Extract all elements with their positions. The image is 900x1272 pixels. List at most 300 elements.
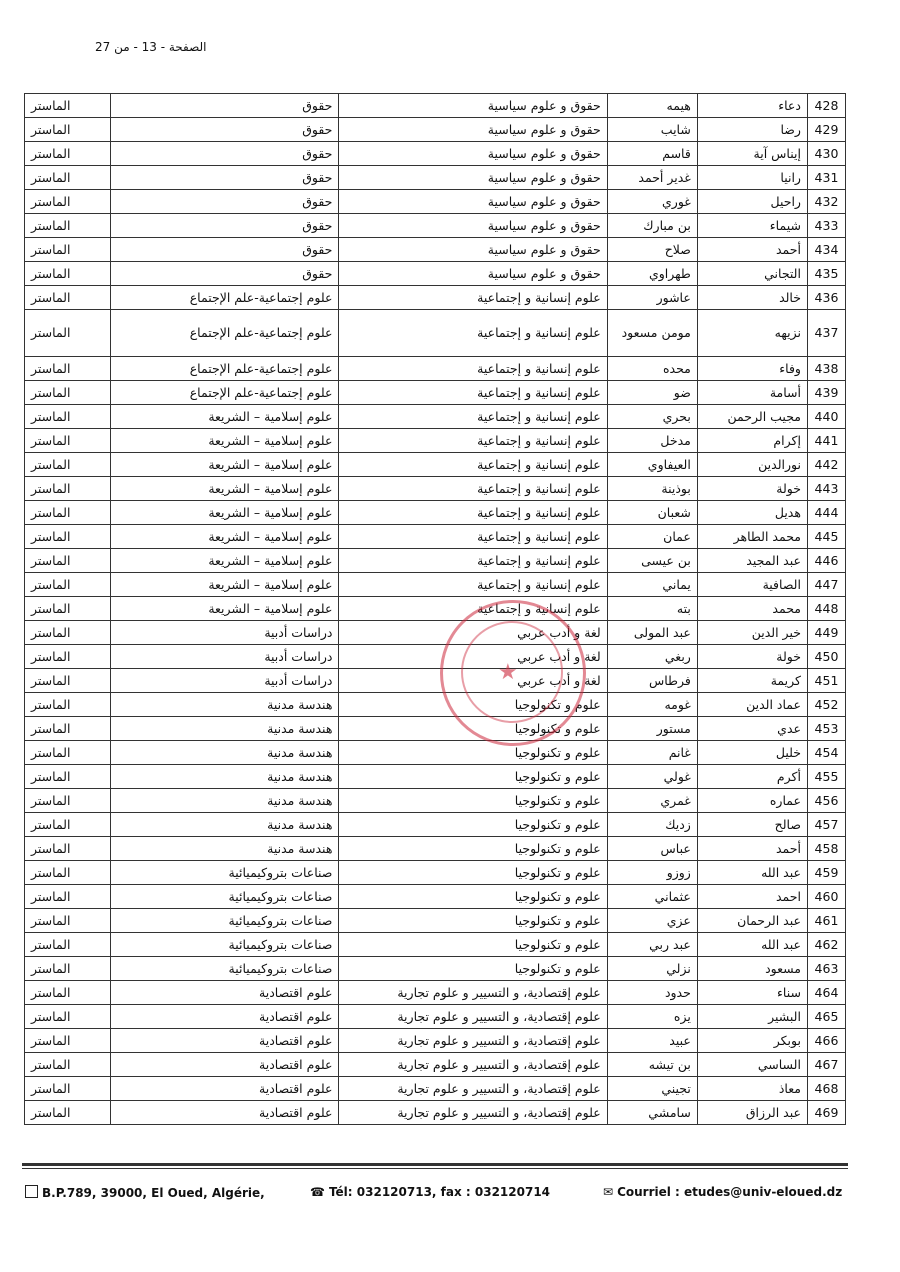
first-name-cell: كريمة: [697, 669, 807, 693]
level-cell: الماستر: [25, 1005, 111, 1029]
specialty-cell: هندسة مدنية: [111, 837, 339, 861]
level-cell: الماستر: [25, 885, 111, 909]
last-name-cell: بوذينة: [607, 477, 697, 501]
first-name-cell: خولة: [697, 477, 807, 501]
last-name-cell: غدير أحمد: [607, 166, 697, 190]
domain-cell: حقوق و علوم سياسية: [339, 262, 607, 286]
domain-cell: علوم و تكنولوجيا: [339, 909, 607, 933]
domain-cell: لغة و أدب عربي: [339, 645, 607, 669]
last-name-cell: قاسم: [607, 142, 697, 166]
specialty-cell: علوم إسلامية – الشريعة: [111, 501, 339, 525]
table-row: [25, 1077, 846, 1101]
level-cell: الماستر: [25, 118, 111, 142]
last-name-cell: شعبان: [607, 501, 697, 525]
table-row: [25, 909, 846, 933]
first-name-cell: نورالدين: [697, 453, 807, 477]
specialty-cell: علوم إسلامية – الشريعة: [111, 573, 339, 597]
first-name-cell: دعاء: [697, 94, 807, 118]
domain-cell: علوم إنسانية و إجتماعية: [339, 501, 607, 525]
first-name-cell: وفاء: [697, 357, 807, 381]
row-number-cell: 446: [807, 549, 845, 573]
specialty-cell: علوم إجتماعية-علم الإجتماع: [111, 310, 339, 357]
table-row: [25, 453, 846, 477]
specialty-cell: علوم إسلامية – الشريعة: [111, 453, 339, 477]
first-name-cell: نزيهه: [697, 310, 807, 357]
footer-phone: [310, 1185, 550, 1199]
table-row: [25, 262, 846, 286]
specialty-cell: صناعات بتروكيميائية: [111, 909, 339, 933]
specialty-cell: علوم اقتصادية: [111, 1077, 339, 1101]
specialty-cell: صناعات بتروكيميائية: [111, 933, 339, 957]
first-name-cell: عماره: [697, 789, 807, 813]
row-number-cell: 429: [807, 118, 845, 142]
row-number-cell: 464: [807, 981, 845, 1005]
first-name-cell: أحمد: [697, 238, 807, 262]
last-name-cell: مومن مسعود: [607, 310, 697, 357]
domain-cell: علوم إنسانية و إجتماعية: [339, 286, 607, 310]
level-cell: الماستر: [25, 669, 111, 693]
domain-cell: حقوق و علوم سياسية: [339, 166, 607, 190]
first-name-cell: خليل: [697, 741, 807, 765]
last-name-cell: زوزو: [607, 861, 697, 885]
table-row: [25, 118, 846, 142]
domain-cell: علوم و تكنولوجيا: [339, 765, 607, 789]
specialty-cell: صناعات بتروكيميائية: [111, 861, 339, 885]
level-cell: الماستر: [25, 573, 111, 597]
row-number-cell: 466: [807, 1029, 845, 1053]
table-row: [25, 813, 846, 837]
level-cell: الماستر: [25, 813, 111, 837]
row-number-cell: 432: [807, 190, 845, 214]
last-name-cell: سامشي: [607, 1101, 697, 1125]
specialty-cell: علوم إجتماعية-علم الإجتماع: [111, 357, 339, 381]
first-name-cell: أحمد: [697, 837, 807, 861]
table-row: [25, 717, 846, 741]
last-name-cell: بته: [607, 597, 697, 621]
specialty-cell: حقوق: [111, 262, 339, 286]
level-cell: الماستر: [25, 453, 111, 477]
specialty-cell: علوم اقتصادية: [111, 1005, 339, 1029]
domain-cell: علوم إنسانية و إجتماعية: [339, 573, 607, 597]
first-name-cell: هديل: [697, 501, 807, 525]
level-cell: الماستر: [25, 837, 111, 861]
specialty-cell: هندسة مدنية: [111, 693, 339, 717]
table-row: [25, 741, 846, 765]
row-number-cell: 452: [807, 693, 845, 717]
level-cell: الماستر: [25, 357, 111, 381]
specialty-cell: علوم إسلامية – الشريعة: [111, 597, 339, 621]
last-name-cell: العيفاوي: [607, 453, 697, 477]
level-cell: الماستر: [25, 94, 111, 118]
table-row: [25, 765, 846, 789]
level-cell: الماستر: [25, 214, 111, 238]
domain-cell: حقوق و علوم سياسية: [339, 214, 607, 238]
specialty-cell: علوم اقتصادية: [111, 1029, 339, 1053]
footer-divider-thin: [22, 1168, 848, 1169]
telephone-icon: ☎: [310, 1185, 325, 1199]
specialty-cell: دراسات أدبية: [111, 621, 339, 645]
domain-cell: علوم إقتصادية، و التسيير و علوم تجارية: [339, 1077, 607, 1101]
level-cell: الماستر: [25, 741, 111, 765]
first-name-cell: إيناس آية: [697, 142, 807, 166]
table-row: [25, 933, 846, 957]
phone-text: Tél: 032120713, fax : 032120714: [328, 1185, 551, 1199]
domain-cell: علوم إنسانية و إجتماعية: [339, 597, 607, 621]
domain-cell: علوم و تكنولوجيا: [339, 933, 607, 957]
row-number-cell: 467: [807, 1053, 845, 1077]
first-name-cell: الساسي: [697, 1053, 807, 1077]
last-name-cell: صلاح: [607, 238, 697, 262]
domain-cell: علوم و تكنولوجيا: [339, 957, 607, 981]
domain-cell: علوم إنسانية و إجتماعية: [339, 549, 607, 573]
first-name-cell: رانيا: [697, 166, 807, 190]
first-name-cell: البشير: [697, 1005, 807, 1029]
level-cell: الماستر: [25, 861, 111, 885]
level-cell: الماستر: [25, 286, 111, 310]
specialty-cell: علوم اقتصادية: [111, 981, 339, 1005]
row-number-cell: 439: [807, 381, 845, 405]
email-text: Courriel : etudes@univ-eloued.dz: [617, 1185, 843, 1199]
first-name-cell: عبد الرحمان: [697, 909, 807, 933]
specialty-cell: حقوق: [111, 214, 339, 238]
domain-cell: حقوق و علوم سياسية: [339, 238, 607, 262]
last-name-cell: طهراوي: [607, 262, 697, 286]
first-name-cell: عدي: [697, 717, 807, 741]
row-number-cell: 445: [807, 525, 845, 549]
level-cell: الماستر: [25, 909, 111, 933]
first-name-cell: إكرام: [697, 429, 807, 453]
last-name-cell: هيمه: [607, 94, 697, 118]
specialty-cell: هندسة مدنية: [111, 741, 339, 765]
level-cell: الماستر: [25, 262, 111, 286]
domain-cell: علوم إقتصادية، و التسيير و علوم تجارية: [339, 1005, 607, 1029]
level-cell: الماستر: [25, 597, 111, 621]
domain-cell: علوم إقتصادية، و التسيير و علوم تجارية: [339, 1053, 607, 1077]
row-number-cell: 468: [807, 1077, 845, 1101]
table-row: [25, 214, 846, 238]
row-number-cell: 453: [807, 717, 845, 741]
level-cell: الماستر: [25, 405, 111, 429]
first-name-cell: عبد المجيد: [697, 549, 807, 573]
table-row: [25, 621, 846, 645]
domain-cell: علوم و تكنولوجيا: [339, 741, 607, 765]
specialty-cell: علوم إسلامية – الشريعة: [111, 477, 339, 501]
row-number-cell: 428: [807, 94, 845, 118]
level-cell: الماستر: [25, 645, 111, 669]
level-cell: الماستر: [25, 1101, 111, 1125]
row-number-cell: 460: [807, 885, 845, 909]
domain-cell: علوم إنسانية و إجتماعية: [339, 429, 607, 453]
table-row: [25, 693, 846, 717]
row-number-cell: 459: [807, 861, 845, 885]
row-number-cell: 454: [807, 741, 845, 765]
first-name-cell: مجيب الرحمن: [697, 405, 807, 429]
level-cell: الماستر: [25, 477, 111, 501]
last-name-cell: غوري: [607, 190, 697, 214]
domain-cell: علوم و تكنولوجيا: [339, 789, 607, 813]
last-name-cell: حدود: [607, 981, 697, 1005]
last-name-cell: عمان: [607, 525, 697, 549]
level-cell: الماستر: [25, 1029, 111, 1053]
table-row: [25, 981, 846, 1005]
row-number-cell: 430: [807, 142, 845, 166]
last-name-cell: مدخل: [607, 429, 697, 453]
level-cell: الماستر: [25, 525, 111, 549]
row-number-cell: 435: [807, 262, 845, 286]
domain-cell: علوم إنسانية و إجتماعية: [339, 405, 607, 429]
table-row: [25, 549, 846, 573]
domain-cell: علوم إقتصادية، و التسيير و علوم تجارية: [339, 1029, 607, 1053]
students-table: [24, 93, 846, 1125]
level-cell: الماستر: [25, 381, 111, 405]
last-name-cell: يزه: [607, 1005, 697, 1029]
table-row: [25, 477, 846, 501]
row-number-cell: 444: [807, 501, 845, 525]
domain-cell: علوم إنسانية و إجتماعية: [339, 381, 607, 405]
row-number-cell: 434: [807, 238, 845, 262]
first-name-cell: أسامة: [697, 381, 807, 405]
level-cell: الماستر: [25, 1077, 111, 1101]
row-number-cell: 463: [807, 957, 845, 981]
last-name-cell: نزلي: [607, 957, 697, 981]
first-name-cell: معاذ: [697, 1077, 807, 1101]
specialty-cell: هندسة مدنية: [111, 717, 339, 741]
level-cell: الماستر: [25, 238, 111, 262]
domain-cell: حقوق و علوم سياسية: [339, 94, 607, 118]
specialty-cell: علوم إسلامية – الشريعة: [111, 405, 339, 429]
level-cell: الماستر: [25, 981, 111, 1005]
first-name-cell: خالد: [697, 286, 807, 310]
footer-divider: [22, 1163, 848, 1166]
table-row: [25, 429, 846, 453]
last-name-cell: بن عيسى: [607, 549, 697, 573]
row-number-cell: 443: [807, 477, 845, 501]
domain-cell: علوم و تكنولوجيا: [339, 813, 607, 837]
last-name-cell: شايب: [607, 118, 697, 142]
level-cell: الماستر: [25, 501, 111, 525]
first-name-cell: بوبكر: [697, 1029, 807, 1053]
row-number-cell: 431: [807, 166, 845, 190]
domain-cell: علوم و تكنولوجيا: [339, 717, 607, 741]
row-number-cell: 461: [807, 909, 845, 933]
level-cell: الماستر: [25, 190, 111, 214]
row-number-cell: 455: [807, 765, 845, 789]
domain-cell: علوم إنسانية و إجتماعية: [339, 310, 607, 357]
level-cell: الماستر: [25, 957, 111, 981]
level-cell: الماستر: [25, 765, 111, 789]
level-cell: الماستر: [25, 142, 111, 166]
specialty-cell: علوم اقتصادية: [111, 1101, 339, 1125]
first-name-cell: مسعود: [697, 957, 807, 981]
row-number-cell: 458: [807, 837, 845, 861]
table-row: [25, 166, 846, 190]
first-name-cell: محمد: [697, 597, 807, 621]
table-row: [25, 381, 846, 405]
last-name-cell: تجيني: [607, 1077, 697, 1101]
row-number-cell: 469: [807, 1101, 845, 1125]
specialty-cell: هندسة مدنية: [111, 789, 339, 813]
table-row: [25, 885, 846, 909]
first-name-cell: شيماء: [697, 214, 807, 238]
domain-cell: علوم إنسانية و إجتماعية: [339, 357, 607, 381]
specialty-cell: حقوق: [111, 142, 339, 166]
domain-cell: علوم و تكنولوجيا: [339, 693, 607, 717]
table-row: [25, 957, 846, 981]
last-name-cell: عثماني: [607, 885, 697, 909]
level-cell: الماستر: [25, 717, 111, 741]
level-cell: الماستر: [25, 310, 111, 357]
row-number-cell: 433: [807, 214, 845, 238]
specialty-cell: علوم إجتماعية-علم الإجتماع: [111, 381, 339, 405]
first-name-cell: عماد الدين: [697, 693, 807, 717]
domain-cell: علوم و تكنولوجيا: [339, 837, 607, 861]
first-name-cell: التجاني: [697, 262, 807, 286]
level-cell: الماستر: [25, 1053, 111, 1077]
specialty-cell: هندسة مدنية: [111, 813, 339, 837]
specialty-cell: دراسات أدبية: [111, 645, 339, 669]
last-name-cell: غانم: [607, 741, 697, 765]
table-row: [25, 1101, 846, 1125]
table-row: [25, 1053, 846, 1077]
level-cell: الماستر: [25, 933, 111, 957]
last-name-cell: مستور: [607, 717, 697, 741]
last-name-cell: بن مبارك: [607, 214, 697, 238]
table-row: [25, 525, 846, 549]
envelope-icon: ✉: [603, 1185, 614, 1199]
last-name-cell: ضو: [607, 381, 697, 405]
first-name-cell: سناء: [697, 981, 807, 1005]
table-row: [25, 286, 846, 310]
last-name-cell: زديك: [607, 813, 697, 837]
table-row: [25, 669, 846, 693]
domain-cell: علوم إقتصادية، و التسيير و علوم تجارية: [339, 1101, 607, 1125]
table-row: [25, 837, 846, 861]
specialty-cell: علوم إسلامية – الشريعة: [111, 429, 339, 453]
domain-cell: حقوق و علوم سياسية: [339, 142, 607, 166]
last-name-cell: بن تيشه: [607, 1053, 697, 1077]
first-name-cell: راحيل: [697, 190, 807, 214]
first-name-cell: خير الدين: [697, 621, 807, 645]
table-row: [25, 789, 846, 813]
table-row: [25, 573, 846, 597]
footer-email: [603, 1185, 842, 1199]
table-row: [25, 1029, 846, 1053]
domain-cell: علوم إنسانية و إجتماعية: [339, 453, 607, 477]
level-cell: الماستر: [25, 789, 111, 813]
last-name-cell: بحري: [607, 405, 697, 429]
table-row: [25, 142, 846, 166]
address-text: B.P.789, 39000, El Oued, Algérie,: [42, 1186, 265, 1200]
table-row: [25, 501, 846, 525]
specialty-cell: صناعات بتروكيميائية: [111, 885, 339, 909]
specialty-cell: علوم إجتماعية-علم الإجتماع: [111, 286, 339, 310]
last-name-cell: عاشور: [607, 286, 697, 310]
specialty-cell: حقوق: [111, 238, 339, 262]
domain-cell: علوم إقتصادية، و التسيير و علوم تجارية: [339, 981, 607, 1005]
row-number-cell: 456: [807, 789, 845, 813]
row-number-cell: 440: [807, 405, 845, 429]
last-name-cell: غولي: [607, 765, 697, 789]
last-name-cell: يماني: [607, 573, 697, 597]
first-name-cell: صالح: [697, 813, 807, 837]
specialty-cell: علوم إسلامية – الشريعة: [111, 549, 339, 573]
specialty-cell: هندسة مدنية: [111, 765, 339, 789]
domain-cell: علوم إنسانية و إجتماعية: [339, 477, 607, 501]
level-cell: الماستر: [25, 621, 111, 645]
domain-cell: علوم و تكنولوجيا: [339, 885, 607, 909]
row-number-cell: 437: [807, 310, 845, 357]
table-row: [25, 94, 846, 118]
table-row: [25, 190, 846, 214]
last-name-cell: عبد المولى: [607, 621, 697, 645]
table-row: [25, 597, 846, 621]
row-number-cell: 447: [807, 573, 845, 597]
specialty-cell: علوم اقتصادية: [111, 1053, 339, 1077]
footer-address: [25, 1185, 265, 1200]
page-number: الصفحة - 13 - من 27: [95, 40, 207, 54]
row-number-cell: 438: [807, 357, 845, 381]
domain-cell: علوم و تكنولوجيا: [339, 861, 607, 885]
row-number-cell: 448: [807, 597, 845, 621]
domain-cell: حقوق و علوم سياسية: [339, 190, 607, 214]
last-name-cell: فرطاس: [607, 669, 697, 693]
row-number-cell: 441: [807, 429, 845, 453]
last-name-cell: عباس: [607, 837, 697, 861]
level-cell: الماستر: [25, 166, 111, 190]
first-name-cell: احمد: [697, 885, 807, 909]
specialty-cell: حقوق: [111, 118, 339, 142]
row-number-cell: 442: [807, 453, 845, 477]
table-row: [25, 310, 846, 357]
level-cell: الماستر: [25, 429, 111, 453]
table-row: [25, 861, 846, 885]
last-name-cell: غمري: [607, 789, 697, 813]
first-name-cell: أكرم: [697, 765, 807, 789]
row-number-cell: 451: [807, 669, 845, 693]
row-number-cell: 457: [807, 813, 845, 837]
first-name-cell: الصافية: [697, 573, 807, 597]
specialty-cell: صناعات بتروكيميائية: [111, 957, 339, 981]
domain-cell: لغة و أدب عربي: [339, 669, 607, 693]
row-number-cell: 449: [807, 621, 845, 645]
row-number-cell: 450: [807, 645, 845, 669]
domain-cell: لغة و أدب عربي: [339, 621, 607, 645]
last-name-cell: ربغي: [607, 645, 697, 669]
first-name-cell: عبد الله: [697, 933, 807, 957]
first-name-cell: رضا: [697, 118, 807, 142]
last-name-cell: عبد ربي: [607, 933, 697, 957]
specialty-cell: علوم إسلامية – الشريعة: [111, 525, 339, 549]
first-name-cell: خولة: [697, 645, 807, 669]
last-name-cell: محده: [607, 357, 697, 381]
table-row: [25, 1005, 846, 1029]
row-number-cell: 462: [807, 933, 845, 957]
table-row: [25, 645, 846, 669]
last-name-cell: غومه: [607, 693, 697, 717]
first-name-cell: عبد الله: [697, 861, 807, 885]
domain-cell: حقوق و علوم سياسية: [339, 118, 607, 142]
specialty-cell: حقوق: [111, 166, 339, 190]
specialty-cell: حقوق: [111, 94, 339, 118]
first-name-cell: محمد الطاهر: [697, 525, 807, 549]
official-stamp: ★: [440, 600, 586, 746]
domain-cell: علوم إنسانية و إجتماعية: [339, 525, 607, 549]
row-number-cell: 436: [807, 286, 845, 310]
specialty-cell: دراسات أدبية: [111, 669, 339, 693]
specialty-cell: حقوق: [111, 190, 339, 214]
first-name-cell: عبد الرزاق: [697, 1101, 807, 1125]
level-cell: الماستر: [25, 549, 111, 573]
